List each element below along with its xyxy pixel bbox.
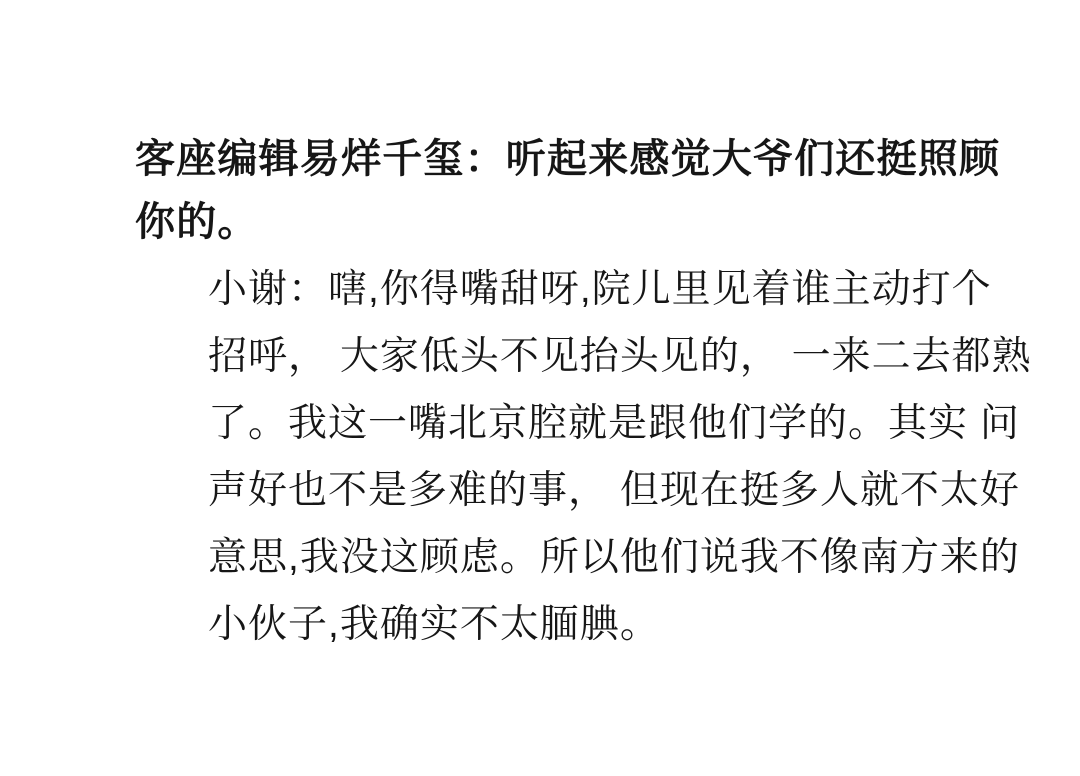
answer-line: 意思,我没这顾虑。所以他们说我不像南方来的 bbox=[208, 536, 1020, 579]
question-line: 你的。 bbox=[135, 200, 259, 244]
interview-question bbox=[135, 128, 1025, 254]
answer-line: 小伙子,我确实不太腼腆。 bbox=[208, 603, 660, 646]
answer-line: 声好也不是多难的事， 但现在挺多人就不太好 bbox=[208, 469, 1020, 512]
answer-line: 小谢：嗐,你得嘴甜呀,院儿里见着谁主动打个 bbox=[208, 268, 992, 311]
answer-line: 了。我这一嘴北京腔就是跟他们学的。其实 问 bbox=[208, 402, 1020, 445]
question-line: 客座编辑易烊千玺：听起来感觉大爷们还挺照顾 bbox=[135, 137, 1001, 181]
answer-line: 招呼， 大家低头不见抬头见的， 一来二去都熟 bbox=[208, 335, 1032, 378]
interview-answer bbox=[208, 256, 1032, 658]
